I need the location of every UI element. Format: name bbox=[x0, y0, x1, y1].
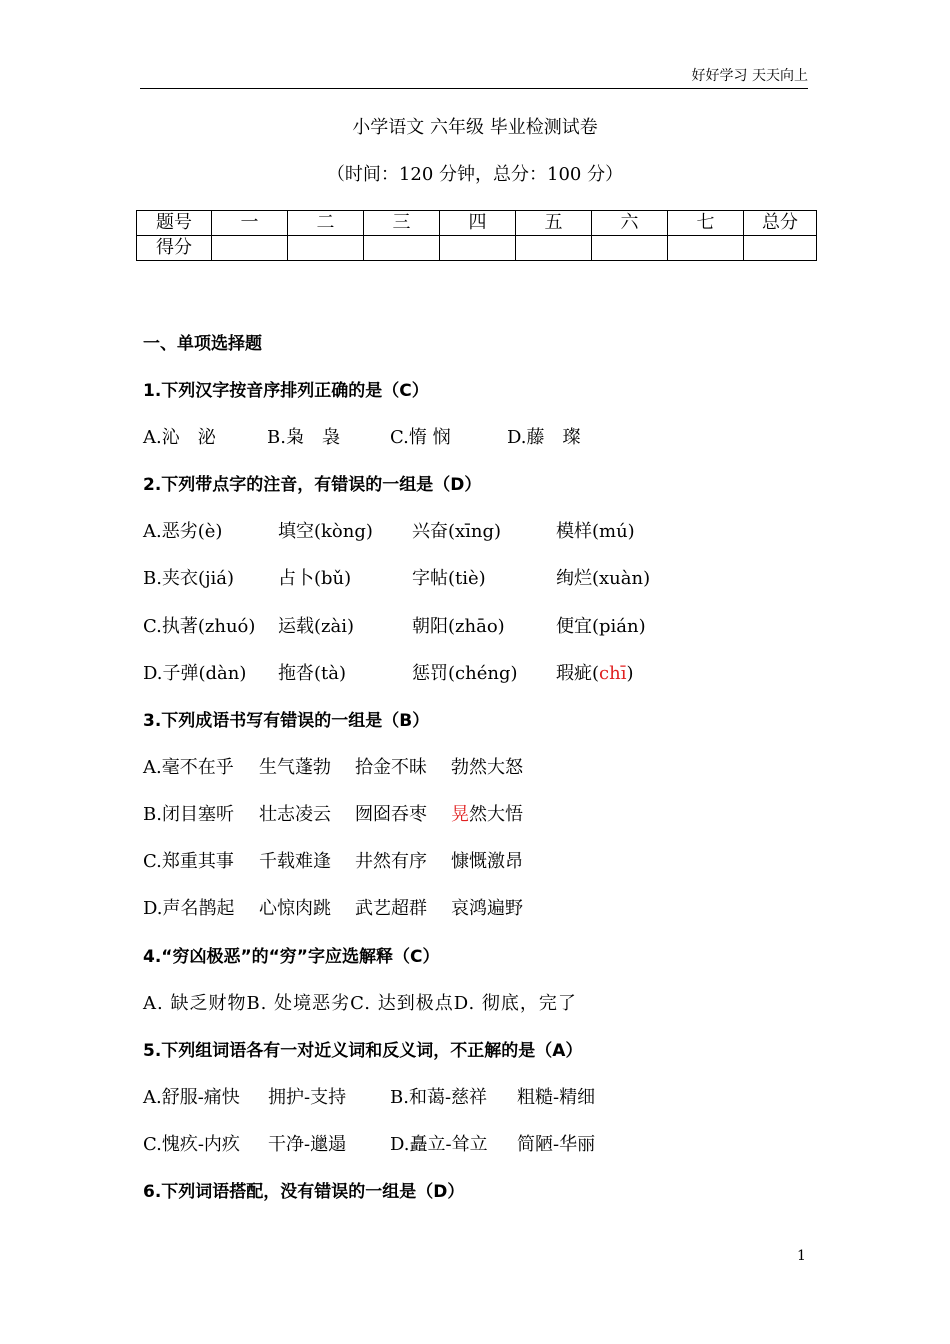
q2-row-c bbox=[0, 615, 950, 639]
section-title: 一、单项选择题 bbox=[143, 334, 262, 354]
q2-row-b-item-2: 占卜(bǔ) bbox=[278, 568, 352, 589]
q2-stem: 2.下列带点字的注音，有错误的一组是（D） bbox=[143, 475, 482, 495]
score-cell bbox=[288, 236, 364, 261]
q1-option-b: B.枭 袅 bbox=[267, 427, 340, 448]
q3-row-d-item-2: 心惊肉跳 bbox=[259, 898, 331, 919]
q4-stem: 4.“穷凶极恶”的“穷”字应选解释（C） bbox=[143, 947, 440, 967]
q2-row-a-item-3: 兴奋(xīng) bbox=[412, 521, 502, 542]
exam-subtitle: （时间：120 分钟，总分：100 分） bbox=[326, 164, 624, 185]
q2-row-c-item-1: C.执著(zhuó) bbox=[143, 616, 256, 637]
q2-row-a-item-2: 填空(kòng) bbox=[278, 521, 373, 542]
q3-row-a-item-1: A.毫不在乎 bbox=[143, 757, 234, 778]
q3-row-c-item-4: 慷慨激昂 bbox=[451, 851, 523, 872]
q2-row-d-item-3: 惩罚(chéng) bbox=[412, 663, 518, 684]
score-table-score-row bbox=[137, 236, 817, 261]
score-table-col-6: 六 bbox=[592, 211, 668, 236]
q5-option-d-pair-2: 简陋-华丽 bbox=[517, 1134, 596, 1155]
q3-row-d-item-3: 武艺超群 bbox=[355, 898, 427, 919]
q5-option-b-pair-1: B.和蔼-慈祥 bbox=[390, 1087, 488, 1108]
q2-row-d-item-4 bbox=[556, 662, 634, 686]
q3-row-b-item-4-highlight: 晃 bbox=[451, 804, 469, 825]
score-table-header-row bbox=[137, 211, 817, 236]
score-cell bbox=[212, 236, 288, 261]
score-table-col-7: 七 bbox=[668, 211, 744, 236]
q2-row-d-item-4-close: ) bbox=[626, 663, 634, 684]
q3-row-c-item-3: 井然有序 bbox=[355, 851, 427, 872]
q5-option-a-pair-2: 拥护-支持 bbox=[268, 1087, 347, 1108]
q5-stem: 5.下列组词语各有一对近义词和反义词，不正解的是（A） bbox=[143, 1041, 583, 1061]
q4-option-c: C. 达到极点 bbox=[350, 993, 454, 1014]
q1-option-a: A.沁 泌 bbox=[143, 427, 216, 448]
q4-option-d: D. 彻底，完了 bbox=[453, 993, 577, 1014]
q3-row-c bbox=[0, 850, 950, 874]
score-cell bbox=[440, 236, 516, 261]
score-cell bbox=[364, 236, 440, 261]
score-cell bbox=[592, 236, 668, 261]
q5-row-1 bbox=[0, 1086, 950, 1110]
q4-option-a: A. 缺乏财物 bbox=[143, 993, 247, 1014]
score-cell bbox=[668, 236, 744, 261]
q2-row-b-item-4: 绚烂(xuàn) bbox=[556, 568, 651, 589]
q2-row-a-item-4: 模样(mú) bbox=[556, 521, 635, 542]
q3-row-a-item-2: 生气蓬勃 bbox=[259, 757, 331, 778]
q3-row-a-item-4: 勃然大怒 bbox=[451, 757, 523, 778]
q2-row-a-item-1: A.恶劣(è) bbox=[143, 521, 223, 542]
q3-row-b-item-2: 壮志凌云 bbox=[259, 804, 331, 825]
q2-row-b-item-1: B.夹衣(jiá) bbox=[143, 568, 235, 589]
q3-row-c-item-2: 千载难逢 bbox=[259, 851, 331, 872]
exam-title: 小学语文 六年级 毕业检测试卷 bbox=[352, 117, 598, 138]
q1-option-c: C.惰 悯 bbox=[390, 427, 451, 448]
score-cell bbox=[516, 236, 592, 261]
q2-row-d-item-2: 拖沓(tà) bbox=[278, 663, 347, 684]
q2-row-a bbox=[0, 520, 950, 544]
q5-row-2 bbox=[0, 1133, 950, 1157]
score-table-col-total: 总分 bbox=[744, 211, 817, 236]
q5-option-a-pair-1: A.舒服-痛快 bbox=[143, 1087, 240, 1108]
score-table bbox=[136, 210, 817, 261]
q2-row-d-item-4-highlight: chī bbox=[599, 663, 627, 684]
q3-row-d bbox=[0, 897, 950, 921]
q2-row-d bbox=[0, 662, 950, 686]
q3-row-b bbox=[0, 803, 950, 827]
q3-row-b-item-4 bbox=[451, 803, 523, 827]
page-number: 1 bbox=[797, 1248, 806, 1264]
header-motto: 好好学习 天天向上 bbox=[691, 68, 808, 84]
q5-option-d-pair-1: D.矗立-耸立 bbox=[390, 1134, 488, 1155]
score-table-header-label: 题号 bbox=[137, 211, 212, 236]
q3-row-a bbox=[0, 756, 950, 780]
q3-row-b-item-3: 囫囵吞枣 bbox=[355, 804, 427, 825]
header-rule bbox=[140, 88, 808, 89]
q4-option-b: B. 处境恶劣 bbox=[246, 993, 351, 1014]
q5-option-c-pair-1: C.愧疚-内疚 bbox=[143, 1134, 240, 1155]
q5-option-c-pair-2: 干净-邋遢 bbox=[268, 1134, 347, 1155]
q3-stem: 3.下列成语书写有错误的一组是（B） bbox=[143, 711, 430, 731]
q4-options bbox=[143, 992, 577, 1016]
q3-row-a-item-3: 拾金不昧 bbox=[355, 757, 427, 778]
score-table-col-3: 三 bbox=[364, 211, 440, 236]
q1-option-d: D.藤 璨 bbox=[507, 427, 581, 448]
q2-row-c-item-4: 便宜(pián) bbox=[556, 616, 646, 637]
q3-row-b-item-4-rest: 然大悟 bbox=[469, 804, 523, 825]
q6-stem: 6.下列词语搭配，没有错误的一组是（D） bbox=[143, 1182, 465, 1202]
q2-row-d-item-4-word: 瑕疵( bbox=[556, 663, 600, 684]
q1-stem: 1.下列汉字按音序排列正确的是（C） bbox=[143, 381, 429, 401]
score-table-col-2: 二 bbox=[288, 211, 364, 236]
q3-row-b-item-1: B.闭目塞听 bbox=[143, 804, 234, 825]
score-table-col-5: 五 bbox=[516, 211, 592, 236]
q2-row-c-item-2: 运载(zài) bbox=[278, 616, 355, 637]
score-cell-total bbox=[744, 236, 817, 261]
q3-row-c-item-1: C.郑重其事 bbox=[143, 851, 234, 872]
q3-row-d-item-4: 哀鸿遍野 bbox=[451, 898, 523, 919]
q1-options bbox=[0, 426, 950, 450]
q2-row-d-item-1: D.子弹(dàn) bbox=[143, 663, 247, 684]
q2-row-c-item-3: 朝阳(zhāo) bbox=[412, 616, 505, 637]
q3-row-d-item-1: D.声名鹊起 bbox=[143, 898, 235, 919]
q5-option-b-pair-2: 粗糙-精细 bbox=[517, 1087, 596, 1108]
score-table-row-label: 得分 bbox=[137, 236, 212, 261]
q2-row-b-item-3: 字帖(tiè) bbox=[412, 568, 486, 589]
q2-row-b bbox=[0, 567, 950, 591]
score-table-col-4: 四 bbox=[440, 211, 516, 236]
score-table-col-1: 一 bbox=[212, 211, 288, 236]
